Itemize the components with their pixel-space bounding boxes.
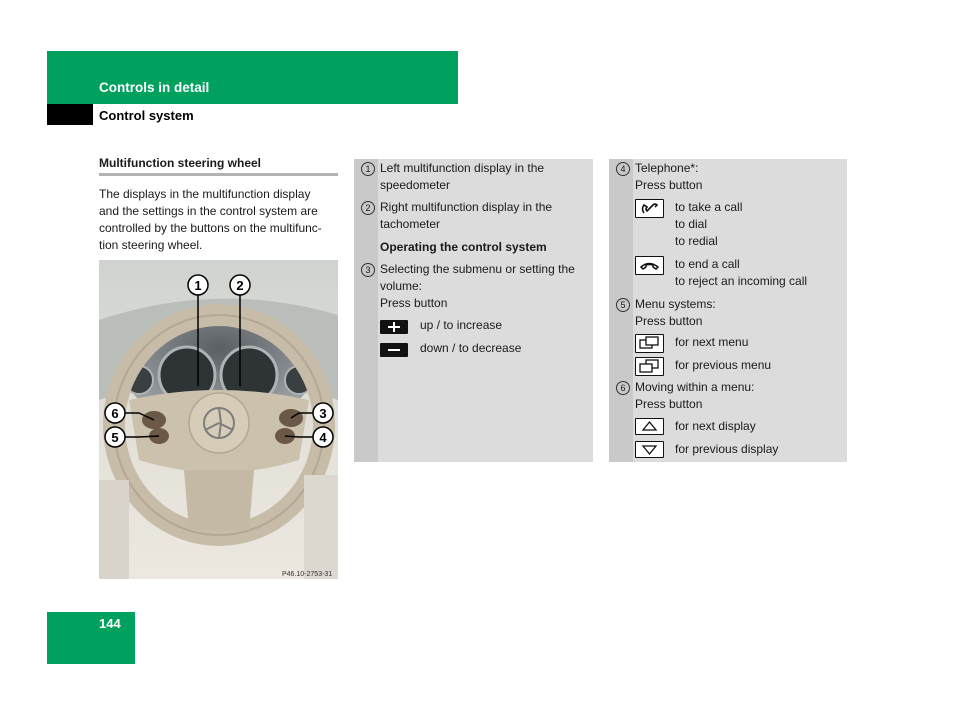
minus-key-text: down / to decrease xyxy=(420,341,522,355)
item-number: 6 xyxy=(616,381,630,395)
minus-key-icon xyxy=(380,343,408,357)
controls-table-right xyxy=(609,159,847,462)
text-line: to take a call xyxy=(675,200,743,214)
steering-wheel-photo xyxy=(99,260,338,579)
item-number: 1 xyxy=(361,162,375,176)
text-line: to dial xyxy=(675,217,708,231)
text-line: Press button xyxy=(635,314,703,328)
phone-end-text xyxy=(675,256,807,290)
intro-line: and the settings in the control system are xyxy=(99,204,318,218)
next-menu-icon xyxy=(635,334,664,353)
heading-rule xyxy=(99,173,338,176)
photo-caption: P46.10-2753-31 xyxy=(282,571,333,578)
item-number: 3 xyxy=(361,263,375,277)
text-line: Press button xyxy=(380,296,448,310)
text-line: to redial xyxy=(675,234,718,248)
next-menu-text: for next menu xyxy=(675,335,749,349)
plus-key-text: up / to increase xyxy=(420,318,503,332)
text-line: Press button xyxy=(635,397,703,411)
previous-display-icon xyxy=(635,441,664,458)
callout-4-label: 4 xyxy=(319,430,327,445)
header-marker xyxy=(47,104,93,125)
text-line: speedometer xyxy=(380,178,451,192)
item-number: 2 xyxy=(361,201,375,215)
previous-menu-text: for previous menu xyxy=(675,358,772,372)
phone-pickup-icon xyxy=(635,199,664,218)
item-2-text xyxy=(380,199,552,233)
text-line: Menu systems: xyxy=(635,297,716,311)
text-line: Moving within a menu: xyxy=(635,380,755,394)
previous-menu-icon xyxy=(635,357,664,376)
intro-line: The displays in the multifunction display xyxy=(99,187,311,201)
callout-3-label: 3 xyxy=(319,406,327,421)
text-line: Press button xyxy=(635,178,703,192)
item-4-text xyxy=(635,160,702,194)
text-line: Telephone*: xyxy=(635,161,699,175)
intro-line: tion steering wheel. xyxy=(99,238,203,252)
next-display-icon xyxy=(635,418,664,435)
text-line: Left multifunction display in the xyxy=(380,161,545,175)
callout-6-label: 6 xyxy=(111,406,119,421)
text-line: Right multifunction display in the xyxy=(380,200,553,214)
callout-5-label: 5 xyxy=(111,430,119,445)
phone-take-text xyxy=(675,199,742,250)
text-line: to reject an incoming call xyxy=(675,274,808,288)
controls-table-left xyxy=(354,159,593,462)
text-line: tachometer xyxy=(380,217,441,231)
item-number: 4 xyxy=(616,162,630,176)
operating-subheading: Operating the control system xyxy=(380,240,547,254)
text-line: Selecting the submenu or setting the xyxy=(380,262,575,276)
item-number: 5 xyxy=(616,298,630,312)
callout-1-label: 1 xyxy=(194,278,202,293)
section-title: Control system xyxy=(99,108,194,123)
page-number-box xyxy=(47,612,135,664)
intro-line: controlled by the buttons on the multifunc- xyxy=(99,221,322,235)
page-number: 144 xyxy=(99,616,121,631)
chapter-title: Controls in detail xyxy=(99,80,210,95)
subsection-heading: Multifunction steering wheel xyxy=(99,156,262,170)
item-5-text xyxy=(635,296,716,330)
next-display-text: for next display xyxy=(675,419,756,433)
header-bar xyxy=(47,51,458,104)
text-line: to end a call xyxy=(675,257,740,271)
item-1-text xyxy=(380,160,544,194)
item-3-text xyxy=(380,261,575,312)
previous-display-text: for previous display xyxy=(675,442,779,456)
item-6-text xyxy=(635,379,754,413)
intro-paragraph xyxy=(99,186,341,254)
text-line: volume: xyxy=(380,279,423,293)
phone-hangup-icon xyxy=(635,256,664,275)
callout-2-label: 2 xyxy=(236,278,244,293)
plus-key-icon xyxy=(380,320,408,334)
